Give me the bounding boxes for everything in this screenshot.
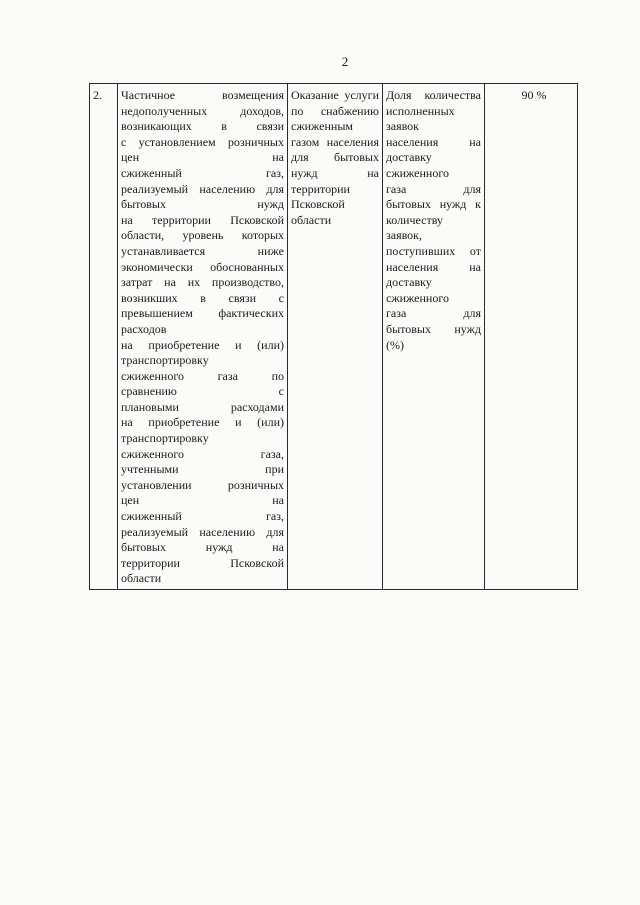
description-line: сжиженного газа, xyxy=(121,446,284,461)
row-number: 2. xyxy=(93,88,102,102)
description-line: Частичное возмещения xyxy=(121,88,284,102)
service-line: территории xyxy=(291,181,350,196)
indicator-text xyxy=(386,88,481,353)
service-line: газом населения xyxy=(291,134,379,149)
description-text xyxy=(121,88,284,587)
service-line: Оказание услуги xyxy=(291,88,379,102)
targets-table xyxy=(89,83,578,590)
indicator-line: бытовых нужд к xyxy=(386,197,481,212)
description-line: на территории Псковской xyxy=(121,212,284,227)
description-line: бытовых нужд xyxy=(121,197,284,212)
indicator-value: 90 % xyxy=(521,88,547,102)
description-line: на приобретение и (или) xyxy=(121,415,284,430)
service-line: для бытовых xyxy=(291,150,379,165)
description-line: территории Псковской xyxy=(121,555,284,570)
service-line: Псковской xyxy=(291,197,345,212)
service-cell xyxy=(288,84,383,590)
table-row xyxy=(90,84,578,590)
indicator-line: заявок, xyxy=(386,228,422,243)
description-line: бытовых нужд на xyxy=(121,540,284,555)
description-line: сравнению с xyxy=(121,384,284,399)
indicator-cell xyxy=(383,84,485,590)
description-line: с установлением розничных xyxy=(121,134,284,149)
description-cell xyxy=(118,84,288,590)
page-number: 2 xyxy=(341,54,349,69)
indicator-line: населения на xyxy=(386,259,481,274)
indicator-line: населения на xyxy=(386,134,481,149)
indicator-line: сжиженного xyxy=(386,290,449,305)
description-line: устанавливается ниже xyxy=(121,243,284,258)
description-line: недополученных доходов, xyxy=(121,103,284,118)
description-line: цен на xyxy=(121,493,284,508)
description-line: реализуемый населению для xyxy=(121,524,284,539)
description-line: экономически обоснованных xyxy=(121,259,284,274)
indicator-line: доставку xyxy=(386,150,432,165)
description-line: сжиженный газ, xyxy=(121,509,284,524)
value-cell xyxy=(485,84,578,590)
indicator-line: сжиженного xyxy=(386,165,449,180)
description-line: реализуемый населению для xyxy=(121,181,284,196)
indicator-line: доставку xyxy=(386,275,432,290)
description-line: превышением фактических xyxy=(121,306,284,321)
service-line: по снабжению xyxy=(291,103,379,118)
description-line: области, уровень которых xyxy=(121,228,284,243)
indicator-line: газа для xyxy=(386,181,481,196)
service-line: сжиженным xyxy=(291,119,353,134)
service-line: области xyxy=(291,212,332,227)
indicator-line: газа для xyxy=(386,306,481,321)
description-line: возникающих в связи xyxy=(121,119,284,134)
indicator-line: заявок xyxy=(386,119,419,134)
indicator-line: поступивших от xyxy=(386,243,481,258)
description-line: установлении розничных xyxy=(121,477,284,492)
indicator-line: количеству xyxy=(386,212,443,227)
indicator-line: бытовых нужд xyxy=(386,321,481,336)
description-line: сжиженного газа по xyxy=(121,368,284,383)
description-line: расходов xyxy=(121,321,167,336)
description-line: сжиженный газ, xyxy=(121,165,284,180)
description-line: затрат на их производство, xyxy=(121,275,284,290)
description-line: области xyxy=(121,571,162,586)
description-line: возникших в связи с xyxy=(121,290,284,305)
description-line: на приобретение и (или) xyxy=(121,337,284,352)
description-line: транспортировку xyxy=(121,431,209,446)
indicator-line: Доля количества xyxy=(386,88,481,102)
description-line: цен на xyxy=(121,150,284,165)
row-number-cell xyxy=(90,84,118,590)
description-line: транспортировку xyxy=(121,353,209,368)
indicator-line: исполненных xyxy=(386,103,455,118)
service-text xyxy=(291,88,379,228)
service-line: нужд на xyxy=(291,165,379,180)
description-line: плановыми расходами xyxy=(121,399,284,414)
indicator-line: (%) xyxy=(386,337,404,352)
description-line: учтенными при xyxy=(121,462,284,477)
